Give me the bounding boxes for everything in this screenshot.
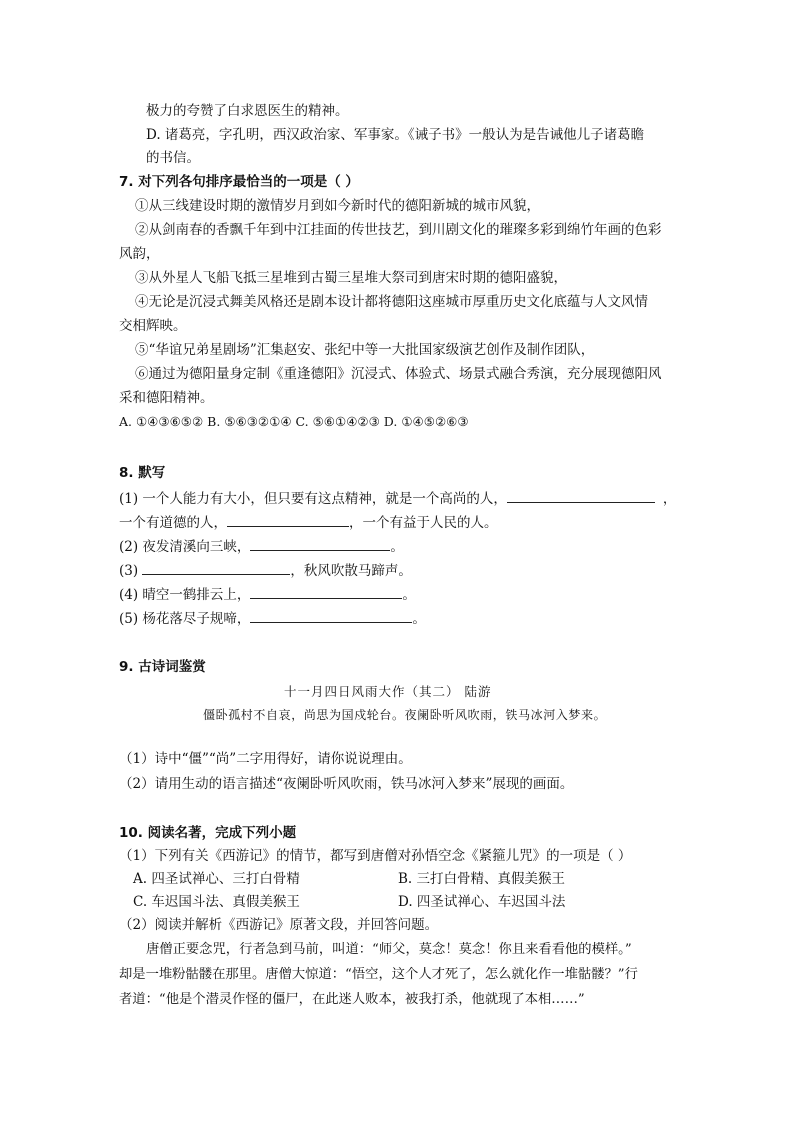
q7-sentence-2-tail: 风韵， [119,246,160,262]
q10-part-2: （2）阅读并解析《西游记》原著文段，并回答问题。 [119,917,439,933]
answer-blank[interactable] [507,489,655,503]
q10-option-b[interactable]: B. 三打白骨精、真假美猴王 [398,871,566,887]
q7-sentence-4-tail: 交相辉映。 [119,318,187,334]
q8-item-4-text: (4) 晴空一鹤排云上， [119,587,251,603]
excerpt-line-3: 者道：“他是个潜灵作怪的僵尸，在此迷人败本，被我打杀，他就现了本相……” [119,992,585,1007]
q8-item-2-post: 。 [390,539,404,555]
q9-title: 9. 古诗词鉴赏 [119,659,206,675]
q7-sentence-5: ⑤“华谊兄弟星剧场”汇集赵安、张纪中等一大批国家级演艺创作及制作团队， [135,342,595,358]
q8-item-1-cont [119,513,498,532]
q8-item-1b-post: ，一个有益于人民的人。 [349,515,498,531]
q8-item-1 [119,489,676,508]
q7-sentence-6: ⑥通过为德阳量身定制《重逢德阳》沉浸式、体验式、场景式融合秀演，充分展现德阳风 [135,366,662,382]
q9-part-2: （2）请用生动的语言描述“夜阑卧听风吹雨，铁马冰河入梦来”展现的画面。 [119,776,574,792]
option-d-tail: 的书信。 [146,150,200,166]
q7-sentence-4: ④无论是沉浸式舞美风格还是剧本设计都将德阳这座城市厚重历史文化底蕴与人文风情 [135,294,648,310]
q8-item-3-pre: (3) [119,563,143,579]
q7-sentence-6-tail: 采和德阳精神。 [119,390,214,406]
q8-item-4-post: 。 [402,587,416,603]
q8-item-1-text: (1) 一个人能力有大小，但只要有这点精神，就是一个高尚的人， [119,491,507,507]
q8-item-3 [119,561,412,580]
q8-item-1-comma: ， [662,491,677,507]
q8-item-2 [119,537,404,556]
q8-title: 8. 默写 [119,465,166,481]
q7-sentence-2: ②从剑南春的香飘千年到中江挂面的传世技艺，到川剧文化的璀璨多彩到绵竹年画的色彩 [135,222,662,238]
answer-blank[interactable] [250,537,390,551]
poem-title: 十一月四日风雨大作（其二） 陆游 [284,684,492,699]
q7-sentence-3: ③从外星人飞船飞抵三星堆到古蜀三星堆大祭司到唐宋时期的德阳盛貌， [135,270,567,286]
q8-item-5-post: 。 [412,611,426,627]
option-c-tail: 极力的夸赞了白求恩医生的精神。 [146,103,349,119]
q10-option-d[interactable]: D. 四圣试禅心、车迟国斗法 [398,894,566,910]
q10-option-a[interactable]: A. 四圣试禅心、三打白骨精 [133,871,300,887]
answer-blank[interactable] [250,585,402,599]
q8-item-5 [119,609,426,628]
q9-part-1: （1）诗中“僵”“尚”二字用得好，请你说说理由。 [119,751,412,767]
excerpt-line-1: 唐僧正要念咒，行者急到马前，叫道：“师父，莫念！莫念！你且来看看他的模样。” [146,942,632,957]
poem-body: 僵卧孤村不自哀，尚思为国戍轮台。夜阑卧听风吹雨，铁马冰河入梦来。 [203,708,607,722]
q8-item-3-text: ，秋风吹散马蹄声。 [290,563,412,579]
q7-sentence-1: ①从三线建设时期的激情岁月到如今新时代的德阳新城的城市风貌， [135,198,540,214]
q8-item-2-text: (2) 夜发清溪向三峡， [119,539,251,555]
answer-blank[interactable] [142,561,290,575]
answer-blank[interactable] [227,513,349,527]
q10-part-1: （1）下列有关《西游记》的情节，都写到唐僧对孙悟空念《紧箍儿咒》的一项是（ ） [119,848,632,864]
q8-item-5-text: (5) 杨花落尽子规啼， [119,611,251,627]
q10-option-c[interactable]: C. 车迟国斗法、真假美猴王 [133,894,300,910]
q10-title: 10. 阅读名著，完成下列小题 [119,825,297,841]
q8-item-4 [119,585,416,604]
q8-item-1b-text: 一个有道德的人， [119,515,227,531]
option-d: D. 诸葛亮，字孔明，西汉政治家、军事家。《诫子书》一般认为是告诫他儿子诸葛瞻 [146,127,645,143]
q7-title: 7. 对下列各句排序最恰当的一项是（ ） [119,174,359,190]
q7-options: A. ①④③⑥⑤② B. ⑤⑥③②①④ C. ⑤⑥①④②③ D. ①④⑤②⑥③ [119,414,469,429]
excerpt-line-2: 却是一堆粉骷髅在那里。唐僧大惊道：“悟空，这个人才死了，怎么就化作一堆骷髅？”行 [119,967,638,982]
answer-blank[interactable] [250,609,412,623]
